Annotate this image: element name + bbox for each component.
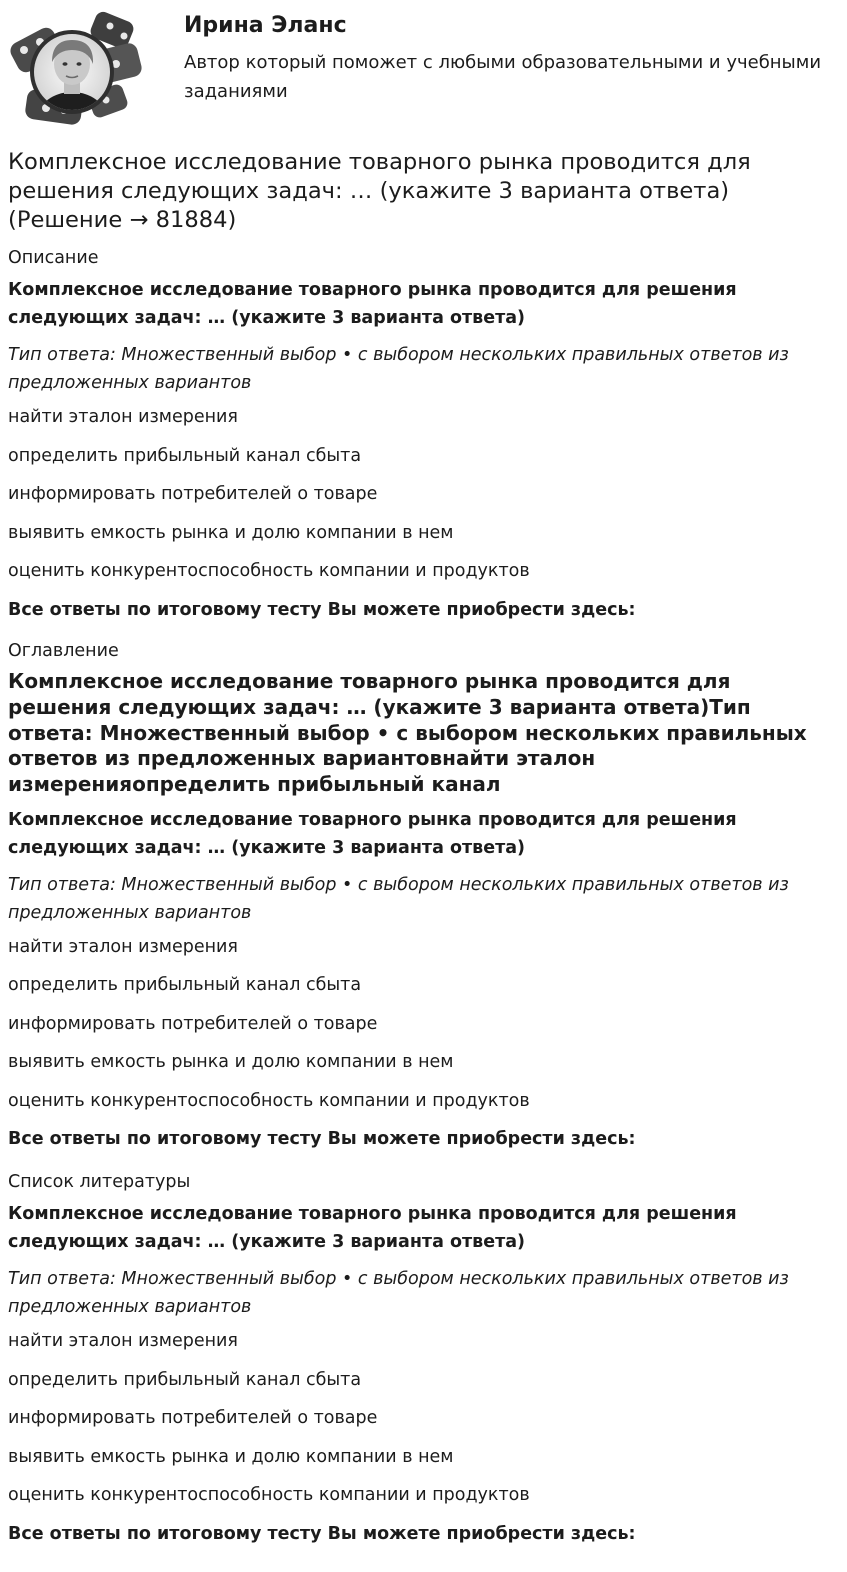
author-avatar[interactable] (6, 6, 150, 128)
purchase-note: Все ответы по итоговому тесту Вы можете приобрести здесь: (8, 1523, 636, 1544)
question-text: Комплексное исследование товарного рынка проводится для решения следующих задач: … (укажите 3 варианта ответа) (8, 1204, 737, 1252)
answer-type: Тип ответа: Множественный выбор • с выбором нескольких правильных ответов из предложенных вариантов (8, 1269, 789, 1317)
answer-option: определить прибыльный канал сбыта (8, 975, 362, 996)
author-name[interactable]: Ирина Эланс (184, 13, 347, 38)
answer-option: оценить конкурентоспособность компании и продуктов (8, 1485, 530, 1505)
answer-option: выявить емкость рынка и долю компании в нем (8, 522, 454, 543)
contents-heading: Комплексное исследование товарного рынка проводится для решения следующих задач: … (укажите 3 варианта ответа)Тип ответа: Множественный выбор • с выбором нескольких правильных ответов из предложенных вариантовнайти эталон измеренияопределить прибыльный канал (8, 669, 807, 797)
contents-section (8, 640, 840, 1150)
answer-option: информировать потребителей о товаре (8, 1013, 378, 1034)
answer-option: найти эталон измерения (8, 936, 238, 957)
answer-option: оценить конкурентоспособность компании и продуктов (8, 1090, 530, 1111)
question-text: Комплексное исследование товарного рынка проводится для решения следующих задач: … (укажите 3 варианта ответа) (8, 809, 737, 858)
section-label: Список литературы (8, 1172, 191, 1192)
answer-option: определить прибыльный канал сбыта (8, 1369, 362, 1390)
question-text: Комплексное исследование товарного рынка проводится для решения следующих задач: … (укажите 3 варианта ответа) (8, 280, 737, 328)
author-card (0, 0, 847, 135)
section-label: Оглавление (8, 641, 119, 661)
answer-option: информировать потребителей о товаре (8, 484, 378, 504)
answer-option: найти эталон измерения (8, 1331, 238, 1351)
answer-type: Тип ответа: Множественный выбор • с выбором нескольких правильных ответов из предложенных вариантов (8, 345, 789, 393)
literature-section (8, 1171, 840, 1545)
purchase-note: Все ответы по итоговому тесту Вы можете приобрести здесь: (8, 599, 636, 620)
author-description: Автор который поможет с любыми образовательными и учебными заданиями (184, 52, 822, 102)
page-title: Комплексное исследование товарного рынка проводится для решения следующих задач: … (укажите 3 варианта ответа) (Решение → 81884) (8, 149, 751, 233)
answer-option: найти эталон измерения (8, 407, 238, 427)
section-label: Описание (8, 248, 99, 268)
purchase-note: Все ответы по итоговому тесту Вы можете приобрести здесь: (8, 1129, 636, 1150)
answer-option: выявить емкость рынка и долю компании в нем (8, 1052, 454, 1073)
answer-type: Тип ответа: Множественный выбор • с выбором нескольких правильных ответов из предложенных вариантов (8, 874, 789, 923)
answer-option: выявить емкость рынка и долю компании в нем (8, 1446, 454, 1467)
answer-option: оценить конкурентоспособность компании и продуктов (8, 561, 530, 581)
answer-option: информировать потребителей о товаре (8, 1408, 378, 1428)
answer-option: определить прибыльный канал сбыта (8, 445, 362, 466)
description-section (8, 247, 840, 621)
